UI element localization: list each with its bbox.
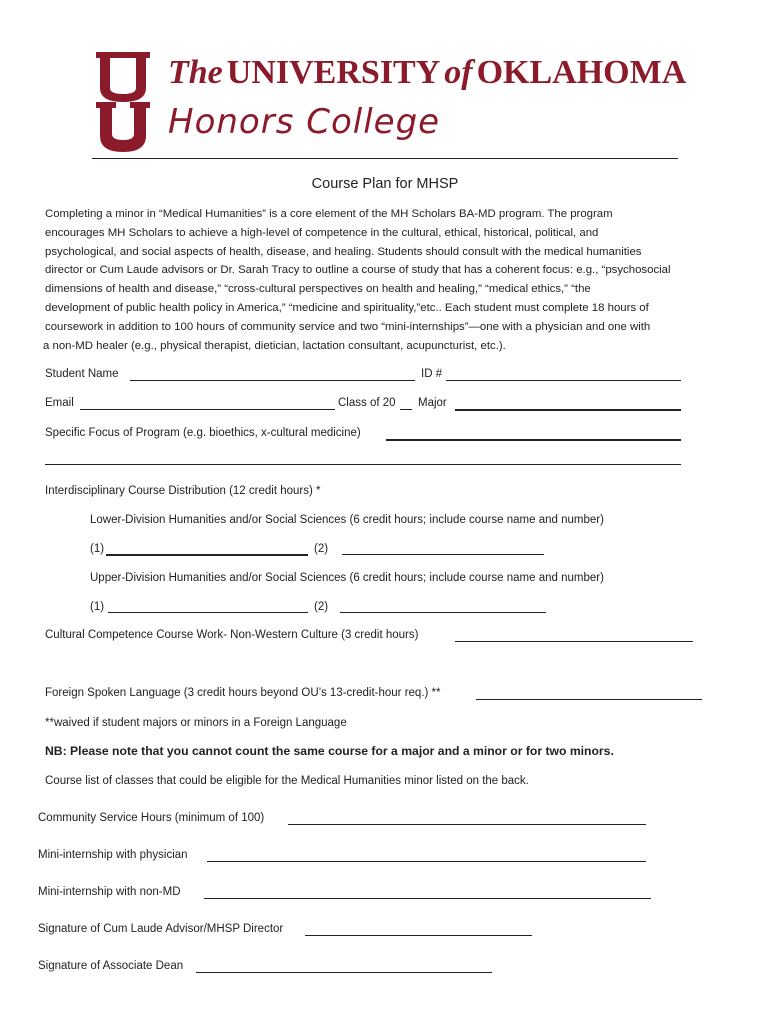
upper-division-label: Upper-Division Humanities and/or Social Sciences (6 credit hours; include course name and number) <box>90 572 604 584</box>
intro-line: a non-MD healer (e.g., physical therapist, dietician, lactation consultant, acupuncturist, etc.). <box>43 339 506 352</box>
lower-division-label: Lower-Division Humanities and/or Social Sciences (6 credit hours; include course name and number) <box>90 514 604 526</box>
university-name <box>168 54 686 92</box>
student-name-field[interactable] <box>130 380 415 381</box>
student-name-label: Student Name <box>45 368 119 380</box>
specific-focus-field-continued[interactable] <box>45 464 681 465</box>
university-of: of <box>444 54 473 91</box>
header-rule <box>92 158 678 159</box>
physician-internship-label: Mini-internship with physician <box>38 849 188 861</box>
dean-signature-field[interactable] <box>196 972 492 973</box>
lower-item-1-field[interactable] <box>106 554 308 556</box>
major-label: Major <box>418 397 447 409</box>
upper-item-1-field[interactable] <box>108 612 308 613</box>
college-name: Honors College <box>168 102 441 142</box>
major-field[interactable] <box>455 409 681 411</box>
intro-paragraph <box>45 205 735 355</box>
email-label: Email <box>45 397 74 409</box>
ou-logo-icon <box>90 46 156 158</box>
class-of-label: Class of 20 <box>338 397 396 409</box>
intro-line: psychological, and social aspects of health, disease, and healing. Students should consult with the medical humanities <box>45 245 642 258</box>
university-state: OKLAHOMA <box>476 54 687 91</box>
physician-internship-field[interactable] <box>207 861 646 862</box>
page-title: Course Plan for MHSP <box>311 176 459 192</box>
university-main: UNIVERSITY <box>226 54 441 91</box>
svg-text:®: ® <box>100 129 106 136</box>
non-md-internship-label: Mini-internship with non-MD <box>38 886 181 898</box>
advisor-signature-label: Signature of Cum Laude Advisor/MHSP Director <box>38 923 284 935</box>
distribution-heading: Interdisciplinary Course Distribution (12 credit hours) * <box>45 485 321 497</box>
university-the: The <box>168 54 223 91</box>
email-field[interactable] <box>80 409 335 410</box>
id-field[interactable] <box>446 380 681 381</box>
community-service-field[interactable] <box>288 824 646 825</box>
lower-item-2-field[interactable] <box>342 554 544 555</box>
university-header <box>86 44 686 159</box>
intro-line: development of public health policy in America,” “medicine and spirituality,”etc.. Each student must complete 18 hours of <box>45 301 649 314</box>
foreign-language-waiver: **waived if student majors or minors in a Foreign Language <box>45 717 347 729</box>
foreign-language-field[interactable] <box>476 699 702 700</box>
intro-line: dimensions of health and disease,” “cross-cultural perspectives on health and healing,” “medical ethics,” “the <box>45 283 591 296</box>
nb-note: NB: Please note that you cannot count the same course for a major and a minor or for two minors. <box>45 744 614 758</box>
specific-focus-field[interactable] <box>386 439 681 441</box>
intro-line: coursework in addition to 100 hours of community service and two “mini-internships”—one with a physician and one with <box>45 320 651 333</box>
upper-item-2-label: (2) <box>314 601 329 613</box>
intro-line: Completing a minor in “Medical Humanities” is a core element of the MH Scholars BA-MD program. The program <box>45 208 613 220</box>
upper-item-2-field[interactable] <box>340 612 546 613</box>
cultural-competence-field[interactable] <box>455 641 693 642</box>
dean-signature-label: Signature of Associate Dean <box>38 960 184 972</box>
course-list-note: Course list of classes that could be eligible for the Medical Humanities minor listed on the back. <box>45 775 529 787</box>
community-service-label: Community Service Hours (minimum of 100) <box>38 812 265 824</box>
non-md-internship-field[interactable] <box>204 898 651 899</box>
lower-item-1-label: (1) <box>90 543 105 555</box>
upper-item-1-label: (1) <box>90 601 105 613</box>
id-label: ID # <box>421 368 443 380</box>
foreign-language-label: Foreign Spoken Language (3 credit hours beyond OU’s 13-credit-hour req.) ** <box>45 687 441 699</box>
cultural-competence-label: Cultural Competence Course Work- Non-Western Culture (3 credit hours) <box>45 629 419 641</box>
lower-item-2-label: (2) <box>314 543 329 555</box>
class-year-field[interactable] <box>400 409 412 410</box>
intro-line: encourages MH Scholars to achieve a high-level of competence in the cultural, ethical, historical, political, and <box>45 226 599 239</box>
specific-focus-label: Specific Focus of Program (e.g. bioethics, x-cultural medicine) <box>45 427 361 439</box>
advisor-signature-field[interactable] <box>305 935 532 936</box>
intro-line: director or Cum Laude advisors or Dr. Sarah Tracy to outline a course of study that has a coherent focus: e.g., “psychosocial <box>45 264 671 277</box>
